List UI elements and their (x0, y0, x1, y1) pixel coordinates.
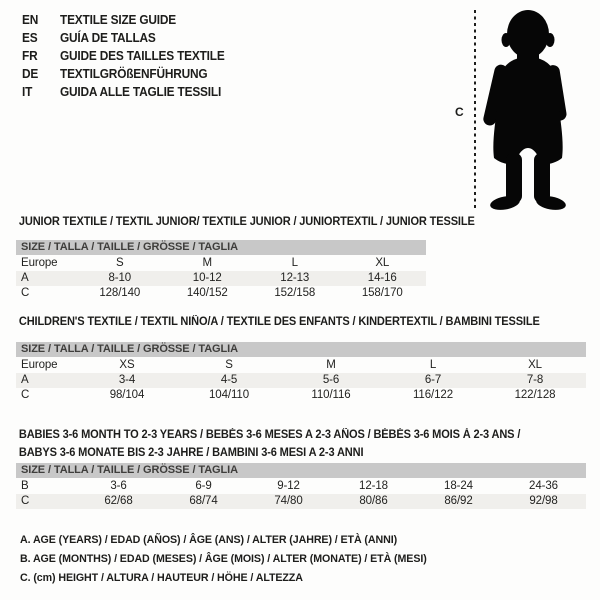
size-cell: 3-6 (110, 480, 127, 492)
table-title-line: JUNIOR TEXTILE / TEXTIL JUNIOR/ TEXTILE JUNIOR / JUNIORTEXTIL / JUNIOR TESSILE (18, 216, 475, 228)
language-code: EN (22, 13, 39, 27)
size-cell: 110/116 (311, 389, 351, 401)
row-label: A (21, 272, 29, 284)
size-cell: XL (375, 257, 390, 269)
size-cell: L (291, 257, 298, 269)
section-children (16, 315, 586, 403)
legend-line: A. AGE (YEARS) / EDAD (AÑOS) / ÂGE (ANS) / ALTER (JAHRE) / ETÀ (ANNI) (20, 534, 398, 546)
table-header-bar: SIZE / TALLA / TAILLE / GRÖSSE / TAGLIA (16, 463, 586, 478)
size-cell: S (115, 257, 124, 269)
table-row (16, 286, 426, 301)
legend-line: C. (cm) HEIGHT / ALTURA / HAUTEUR / HÖHE / ALTEZZA (20, 572, 303, 584)
table-row (16, 494, 586, 509)
size-table-children (16, 342, 586, 403)
table-row (16, 256, 426, 271)
row-label: C (21, 389, 30, 401)
size-cell: S (225, 359, 233, 371)
table-title (16, 315, 563, 329)
table-body (16, 358, 586, 403)
table-row (16, 358, 586, 373)
size-cell: 12-18 (359, 480, 388, 492)
language-code: ES (22, 31, 38, 45)
table-row (16, 479, 586, 494)
size-cell: 6-7 (424, 374, 442, 386)
table-title-line: BABYS 3-6 MONATE BIS 2-3 JAHRE / BAMBINI 3-6 MESI A 2-3 ANNI (18, 447, 364, 459)
size-cell: 128/140 (99, 287, 141, 299)
row-label: Europe (21, 359, 58, 371)
size-cell: 24-36 (529, 480, 558, 492)
size-cell: L (429, 359, 437, 371)
size-table-junior (16, 240, 426, 301)
size-cell: XL (528, 359, 542, 371)
legend (20, 531, 427, 588)
size-cell: 92/98 (529, 495, 558, 507)
language-title: TEXTILE SIZE GUIDE (60, 13, 177, 27)
size-cell: 140/152 (186, 287, 228, 299)
language-code: FR (22, 49, 38, 63)
language-code: DE (22, 67, 39, 81)
size-cell: 80/86 (359, 495, 388, 507)
table-body (16, 479, 586, 509)
table-row (16, 373, 586, 388)
language-title: GUIDA ALLE TAGLIE TESSILI (60, 85, 222, 99)
size-cell: XS (119, 359, 135, 371)
size-cell: 7-8 (526, 374, 544, 386)
size-cell: 14-16 (367, 272, 397, 284)
table-header-bar: SIZE / TALLA / TAILLE / GRÖSSE / TAGLIA (16, 342, 586, 357)
section-junior (16, 215, 475, 301)
size-cell: 68/74 (189, 495, 218, 507)
row-label: C (21, 495, 30, 507)
size-cell: M (202, 257, 212, 269)
size-cell: 98/104 (109, 389, 145, 401)
size-cell: 116/122 (412, 389, 454, 401)
language-title: GUIDE DES TAILLES TEXTILE (60, 49, 225, 63)
legend-line: B. AGE (MONTHS) / EDAD (MESES) / ÂGE (MOIS) / ALTER (MONATE) / ETÀ (MESI) (20, 553, 427, 565)
size-table-babies (16, 463, 586, 509)
language-row (22, 65, 225, 83)
size-cell: 4-5 (220, 374, 238, 386)
size-cell: 18-24 (444, 480, 473, 492)
language-code: IT (22, 85, 33, 99)
section-babies (16, 426, 586, 509)
language-row (22, 83, 225, 101)
row-label: C (21, 287, 30, 299)
table-title-line: BABIES 3-6 MONTH TO 2-3 YEARS / BEBÉS 3-6 MESES A 2-3 AÑOS / BÉBÉS 3-6 MOIS À 2-3 ANS / (18, 429, 521, 441)
language-title: GUÍA DE TALLAS (60, 31, 156, 45)
size-cell: 158/170 (361, 287, 403, 299)
size-cell: 5-6 (322, 374, 340, 386)
table-title (16, 426, 563, 462)
height-measure-label: C (455, 105, 464, 119)
table-row (16, 271, 426, 286)
size-cell: M (326, 359, 336, 371)
row-label: Europe (21, 257, 58, 269)
size-cell: 86/92 (444, 495, 473, 507)
size-cell: 74/80 (274, 495, 303, 507)
size-cell: 10-12 (192, 272, 222, 284)
size-cell: 6-9 (195, 480, 212, 492)
row-label: A (21, 374, 29, 386)
size-cell: 62/68 (104, 495, 133, 507)
size-cell: 12-13 (280, 272, 310, 284)
size-cell: 8-10 (108, 272, 132, 284)
size-cell: 9-12 (277, 480, 300, 492)
language-row (22, 11, 225, 29)
size-cell: 3-4 (118, 374, 136, 386)
table-title (16, 215, 475, 229)
table-title-line: CHILDREN'S TEXTILE / TEXTIL NIÑO/A / TEXTILE DES ENFANTS / KINDERTEXTIL / BAMBINI TESSILE (18, 316, 540, 328)
size-cell: 152/158 (274, 287, 316, 299)
size-cell: 104/110 (208, 389, 250, 401)
language-title: TEXTILGRÖßENFÜHRUNG (60, 67, 208, 81)
table-row (16, 388, 586, 403)
row-label: B (21, 480, 29, 492)
height-dotted-line (474, 10, 476, 211)
language-row (22, 29, 225, 47)
baby-silhouette (482, 7, 572, 212)
table-header-bar: SIZE / TALLA / TAILLE / GRÖSSE / TAGLIA (16, 240, 426, 255)
table-body (16, 256, 426, 301)
size-cell: 122/128 (514, 389, 556, 401)
language-row (22, 47, 225, 65)
language-list (22, 11, 225, 101)
